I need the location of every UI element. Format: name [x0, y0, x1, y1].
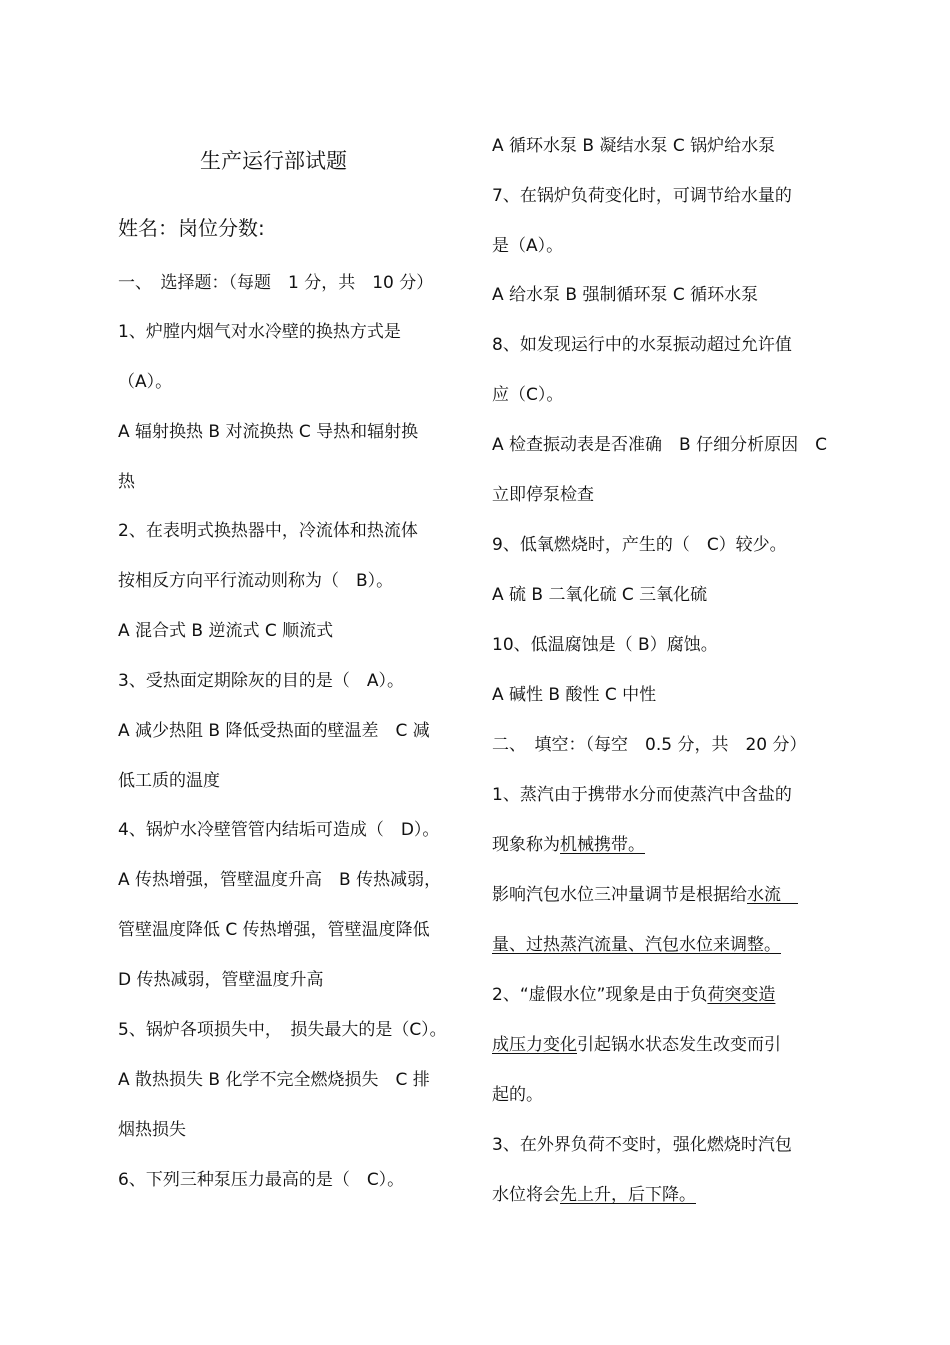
- answer-options: 管壁温度降低 C 传热增强，管壁温度降低: [118, 920, 430, 940]
- question-text: （A）。: [118, 372, 173, 392]
- answer-options: 立即停泵检查: [492, 485, 594, 505]
- fill-blank-answer: 压力变化: [509, 1035, 577, 1055]
- question-text: [492, 1034, 781, 1056]
- fill-blank-answer: 水流: [747, 885, 798, 905]
- answer-options: 热: [118, 472, 135, 492]
- question-text: 5、锅炉各项损失中， 损失最大的是（C）。: [118, 1020, 447, 1040]
- question-text: 1、炉膛内烟气对水冷壁的换热方式是: [118, 322, 401, 342]
- answer-options: A 减少热阻 B 降低受热面的壁温差 C 减: [118, 721, 430, 741]
- question-text: 7、在锅炉负荷变化时，可调节给水量的: [492, 186, 792, 206]
- fill-blank-answer: 成: [492, 1035, 509, 1055]
- question-text: 起的。: [492, 1085, 543, 1105]
- page-title: 生产运行部试题: [200, 149, 347, 173]
- text-span: 现象称为: [492, 835, 560, 855]
- question-text: [492, 1184, 696, 1206]
- fill-blank-answer: 荷突变造: [707, 985, 776, 1005]
- section-heading-fill: 二、 填空：（每空 0.5 分，共 20 分）: [492, 735, 807, 755]
- section-heading-choice: 一、 选择题：（每题 1 分，共 10 分）: [118, 273, 434, 293]
- answer-options: A 碱性 B 酸性 C 中性: [492, 685, 657, 705]
- answer-options: A 传热增强，管壁温度升高 B 传热减弱，: [118, 870, 442, 890]
- question-text: [492, 984, 775, 1006]
- answer-options: 烟热损失: [118, 1120, 186, 1140]
- question-text: 应（C）。: [492, 385, 564, 405]
- text-span: 2、“虚假水位”现象是由于负: [492, 985, 708, 1005]
- fill-blank-answer: 先上升，后下降。: [560, 1185, 696, 1205]
- answer-options: A 混合式 B 逆流式 C 顺流式: [118, 621, 334, 641]
- question-text: 4、锅炉水冷壁管管内结垢可造成（ D）。: [118, 820, 440, 840]
- answer-options: A 循环水泵 B 凝结水泵 C 锅炉给水泵: [492, 136, 776, 156]
- answer-options: A 辐射换热 B 对流换热 C 导热和辐射换: [118, 422, 419, 442]
- answer-options: A 检查振动表是否准确 B 仔细分析原因 C: [492, 435, 827, 455]
- question-text: 1、蒸汽由于携带水分而使蒸汽中含盐的: [492, 785, 792, 805]
- text-span: 影响汽包水位三冲量调节是根据给: [492, 885, 747, 905]
- answer-options: D 传热减弱，管壁温度升高: [118, 970, 324, 990]
- question-text: 是（A）。: [492, 236, 564, 256]
- question-text: [492, 834, 645, 856]
- answer-options: A 散热损失 B 化学不完全燃烧损失 C 排: [118, 1070, 430, 1090]
- fill-blank-answer: 汽包水位来调整。: [645, 935, 781, 955]
- question-text: [492, 934, 781, 956]
- text-span: 引起锅水状态发生改变而引: [577, 1035, 781, 1055]
- question-text: 9、低氧燃烧时，产生的（ C）较少。: [492, 535, 787, 555]
- text-span: 水位将会: [492, 1185, 560, 1205]
- name-line: 姓名：岗位分数:: [118, 216, 265, 240]
- answer-options: A 硫 B 二氧化硫 C 三氧化硫: [492, 585, 708, 605]
- question-text: 按相反方向平行流动则称为（ B）。: [118, 571, 394, 591]
- question-text: 3、受热面定期除灰的目的是（ A）。: [118, 671, 404, 691]
- question-text: 8、如发现运行中的水泵振动超过允许值: [492, 335, 792, 355]
- question-text: 2、在表明式换热器中，冷流体和热流体: [118, 521, 418, 541]
- question-text: 3、在外界负荷不变时，强化燃烧时汽包: [492, 1135, 792, 1155]
- answer-options: 低工质的温度: [118, 771, 220, 791]
- answer-options: A 给水泵 B 强制循环泵 C 循环水泵: [492, 285, 759, 305]
- question-text: 6、下列三种泵压力最高的是（ C）。: [118, 1170, 405, 1190]
- question-text: 10、低温腐蚀是（ B）腐蚀。: [492, 635, 718, 655]
- fill-blank-answer: 机械携带。: [560, 835, 645, 855]
- question-text: [492, 884, 798, 906]
- fill-blank-answer: 量、过热蒸汽流量、: [492, 935, 645, 955]
